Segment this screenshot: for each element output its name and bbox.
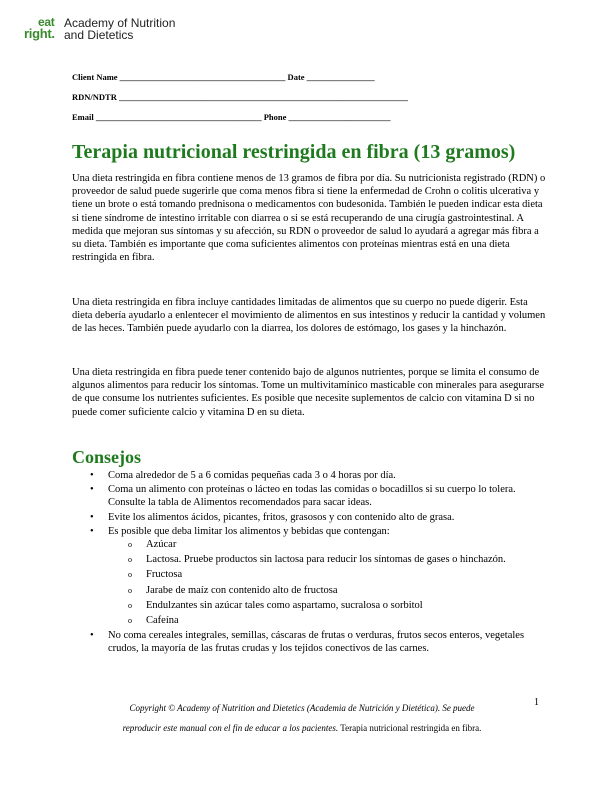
sub-item-text: Fructosa — [146, 569, 183, 581]
sub-list-item — [108, 568, 548, 581]
list-item — [88, 525, 548, 627]
sub-item-text: Jarabe de maíz con contenido alto de fructosa — [146, 584, 338, 596]
sub-list-item — [108, 553, 548, 566]
tip-text: Coma un alimento con proteínas o lácteo en todas las comidas o bocadillos si su cuerpo lo tolera. Consulte la tabla de Alimentos recomendados para sacar ideas. — [108, 484, 516, 509]
bullet-icon: • — [90, 511, 94, 523]
rdn-ndtr-field[interactable]: RDN/NDTR ____________________________________________________________________ — [72, 92, 408, 102]
sub-item-text: Azúcar — [146, 539, 177, 551]
sub-list-item — [108, 599, 548, 612]
logo-line-2: and Dietetics — [64, 28, 134, 42]
circle-bullet-icon: o — [128, 570, 132, 580]
page-number: 1 — [534, 697, 539, 708]
circle-bullet-icon: o — [128, 555, 132, 565]
logo-right-text: right. — [24, 26, 55, 41]
eatright-logo — [24, 16, 194, 46]
copyright-italic-line-2: reproducir este manual con el fin de educar a los pacientes. — [122, 723, 339, 733]
circle-bullet-icon: o — [128, 600, 132, 610]
circle-bullet-icon: o — [128, 585, 132, 595]
bullet-icon: • — [90, 484, 94, 496]
list-item — [88, 629, 548, 655]
logo-line-1: Academy of Nutrition — [64, 16, 176, 30]
client-name-date-field[interactable]: Client Name _______________________________________ Date ________________ — [72, 72, 375, 82]
tips-heading: Consejos — [72, 447, 142, 467]
list-item — [88, 511, 548, 524]
circle-bullet-icon: o — [128, 540, 132, 550]
bullet-icon: • — [90, 525, 94, 537]
sub-item-text: Cafeína — [146, 615, 179, 627]
sub-list-item — [108, 614, 548, 627]
handout-name: Terapia nutricional restringida en fibra. — [338, 723, 482, 733]
copyright-footer — [72, 698, 532, 738]
sub-item-text: Endulzantes sin azúcar tales como aspartamo, sucralosa o sorbitol — [146, 599, 423, 611]
copyright-italic-line-1: Copyright © Academy of Nutrition and Dietetics (Academia de Nutrición y Dietética). Se puede — [129, 703, 475, 713]
tip-text: Evite los alimentos ácidos, picantes, fritos, grasosos y con contenido alto de grasa. — [108, 511, 455, 523]
intro-paragraph: Una dieta restringida en fibra contiene menos de 13 gramos de fibra por día. Su nutricionista registrado (RDN) o proveedor de salud puede sugerirle que coma menos fibra si tiene la enfermedad de Crohn o colitis ulcerativa y tiene un brote o está tomando prednisona o medicamentos con budesonida. También le pueden indicar esta dieta si tiene síndrome de intestino irritable con diarrea o si se está recuperando de una cirugía gastrointestinal. A medida que mejoran sus síntomas y su afección, su RDN o proveedor de salud lo ayudará a agregar más fibra a su dieta. También es importante que coma suficientes alimentos con proteínas mientras está en una dieta restringida en fibra. — [72, 173, 546, 264]
page-title: Terapia nutricional restringida en fibra (13 gramos) — [72, 141, 516, 163]
list-item — [88, 469, 548, 482]
logo-eat-text: eat — [38, 15, 55, 29]
logo-organization-name — [64, 17, 175, 41]
description-paragraph: Una dieta restringida en fibra incluye cantidades limitadas de alimentos que su cuerpo no puede digerir. Esta dieta debería ayudarlo a enlentecer el movimiento de alimentos en sus intestinos y reducir la cantidad y volumen de las heces. También puede ayudarlo con la diarrea, los dolores de estómago, los gases y la hinchazón. — [72, 297, 546, 335]
patient-info-fields — [72, 70, 452, 130]
tip-text: No coma cereales integrales, semillas, cáscaras de frutas o verduras, frutos secos enteros, vegetales crudos, la mayoría de las frutas crudas y los tejidos conectivos de las carnes. — [108, 630, 525, 655]
sub-list-item — [108, 538, 548, 551]
list-item — [88, 483, 548, 509]
email-phone-field[interactable]: Email _______________________________________ Phone ________________________ — [72, 112, 391, 122]
tip-text: Coma alrededor de 5 a 6 comidas pequeñas cada 3 o 4 horas por día. — [108, 470, 396, 481]
sub-item-text: Lactosa. Pruebe productos sin lactosa para reducir los síntomas de gases o hinchazón. — [146, 554, 506, 566]
tip-text: Es posible que deba limitar los alimentos y bebidas que contengan: — [108, 525, 390, 537]
limit-sublist — [108, 538, 548, 627]
nutrients-paragraph: Una dieta restringida en fibra puede tener contenido bajo de algunos nutrientes, porque se limita el consumo de algunos alimentos para reducir los síntomas. Tome un multivitamínico masticable con minerales para asegurarse de que consume los nutrientes suficientes. Es posible que necesite suplementos de calcio con vitamina D si no puede comer suficiente calcio y vitamina D en su dieta. — [72, 367, 545, 418]
bullet-icon: • — [90, 470, 94, 481]
circle-bullet-icon: o — [128, 616, 132, 626]
sub-list-item — [108, 584, 548, 597]
tips-list — [88, 469, 548, 657]
bullet-icon: • — [90, 630, 94, 642]
